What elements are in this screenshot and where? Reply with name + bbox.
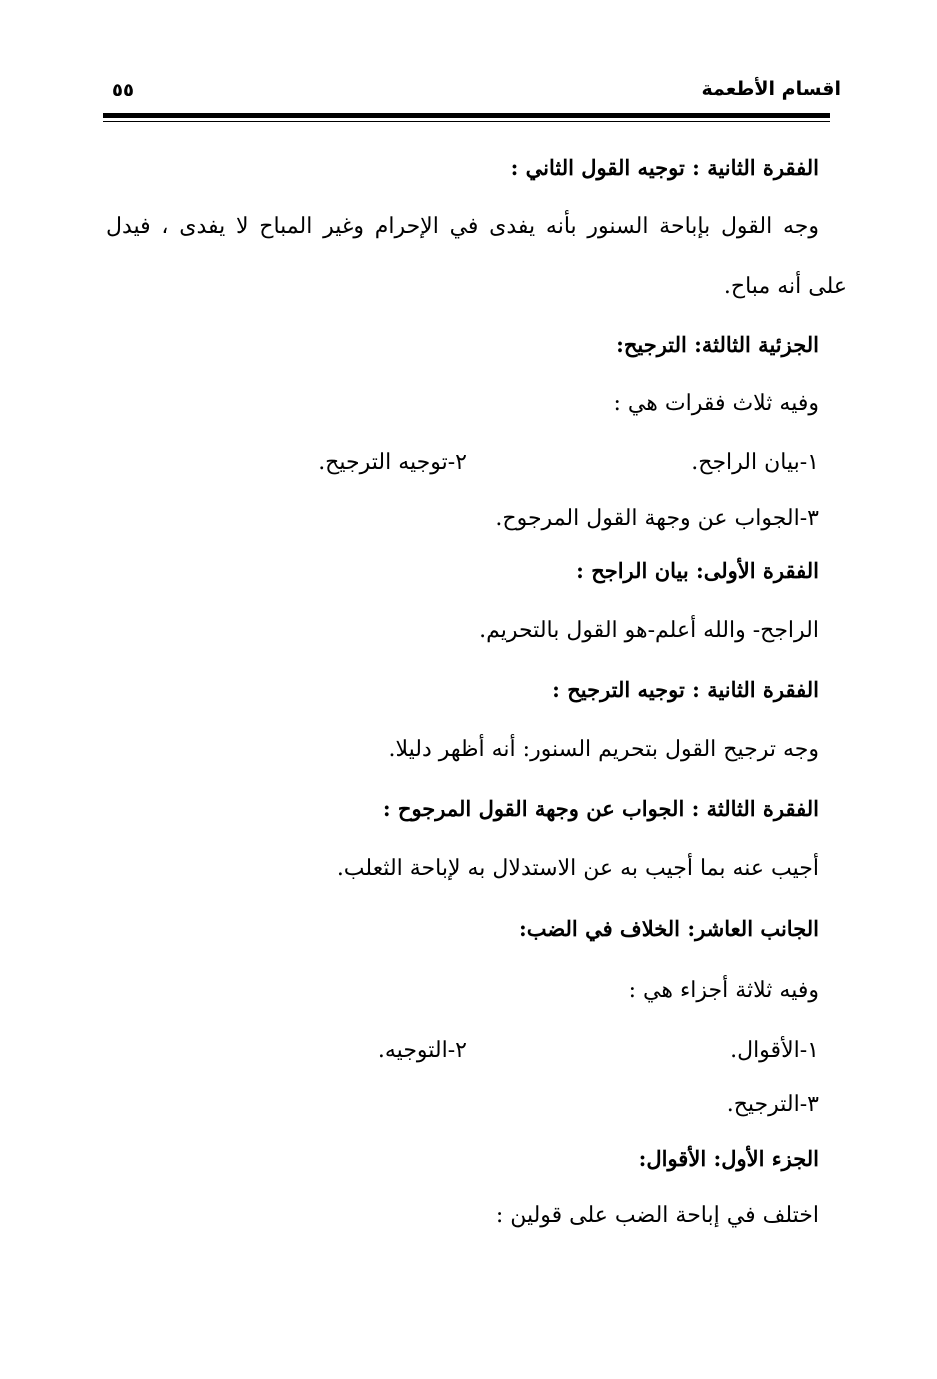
header-rule-thin: [103, 121, 830, 122]
list-item: ٢-توجيه الترجيح.: [318, 450, 467, 475]
heading-third-part-preference: الجزئية الثالثة: الترجيح:: [616, 332, 819, 357]
heading-third-paragraph: الفقرة الثالثة : الجواب عن وجهة القول المرجوح :: [382, 796, 819, 821]
heading-first-paragraph: الفقرة الأولى: بيان الراجح :: [576, 558, 819, 583]
paragraph-line: وفيه ثلاثة أجزاء هي :: [628, 978, 819, 1003]
heading-tenth-aspect: الجانب العاشر: الخلاف في الضب:: [518, 916, 819, 941]
paragraph-line: الراجح- والله أعلم-هو القول بالتحريم.: [479, 618, 819, 643]
page-number: ٥٥: [112, 80, 134, 101]
paragraph-line: اختلف في إباحة الضب على قولين :: [495, 1203, 819, 1228]
paragraph-line: وجه ترجيح القول بتحريم السنور: أنه أظهر دليلا.: [388, 737, 819, 762]
paragraph-line: وجه القول بإباحة السنور بأنه يفدى في الإحرام وغير المباح لا يفدى ، فيدل: [106, 214, 819, 239]
heading-second-paragraph-second-opinion: الفقرة الثانية : توجيه القول الثاني :: [510, 155, 819, 180]
list-item: ٣-الجواب عن وجهة القول المرجوح.: [495, 506, 819, 531]
heading-first-part-opinions: الجزء الأول: الأقوال:: [638, 1146, 819, 1171]
running-header-title: اقسام الأطعمة: [701, 78, 841, 100]
paragraph-line: على أنه مباح.: [723, 274, 847, 299]
list-item: ١-بيان الراجح.: [691, 450, 819, 475]
paragraph-line: وفيه ثلاث فقرات هي :: [613, 391, 819, 416]
list-item: ٢-التوجيه.: [377, 1038, 467, 1063]
heading-second-paragraph: الفقرة الثانية : توجيه الترجيح :: [552, 677, 819, 702]
paragraph-line: أجيب عنه بما أجيب به عن الاستدلال به لإباحة الثعلب.: [336, 856, 819, 881]
header-rule-thick: [103, 113, 830, 118]
list-item: ٣-الترجيح.: [726, 1092, 819, 1117]
list-item: ١-الأقوال.: [730, 1038, 819, 1063]
